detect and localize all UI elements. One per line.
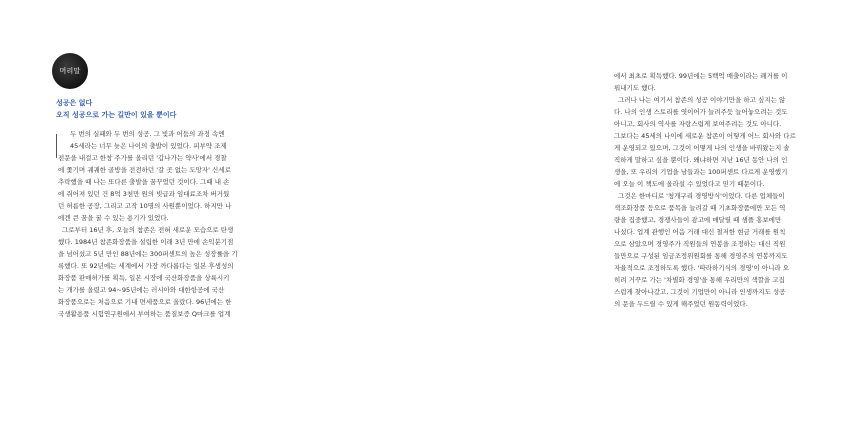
text-line: 다. 나의 인생 스토리를 엿이어가 늘려주듯 늘어놓으려는 것도 bbox=[614, 108, 788, 116]
text-line: 그보다는 45세의 나이에 새로운 참존이 어떻게 어느 회사와 다르 bbox=[614, 132, 796, 140]
text-line: 는 개가를 올렸고 94~95년에는 러시아와 대한항공에 국산 bbox=[58, 286, 225, 294]
text-line: 색조화장품 등으로 품목을 늘려갈 때 기초화장품에만 모든 역 bbox=[614, 204, 786, 212]
text-line: 생을, 또 우리의 기업을 남들과는 100퍼센트 다르게 운영했기 bbox=[614, 168, 788, 176]
text-line: 을 넘어섰고 5년 만인 88년에는 300퍼센트의 높은 성장률을 기 bbox=[58, 250, 238, 258]
text-line: 했다. 1984년 참존화장품을 설립한 이래 3년 만에 손익분기점 bbox=[58, 238, 234, 246]
subtitle-line: 성공은 없다 bbox=[56, 99, 93, 107]
text-line: 전문을 내걸고 한창 주가를 올리던 '갑나가는 약사'에서 경찰 bbox=[58, 154, 227, 162]
text-line: 에 쫓기며 궤궤한 골방을 전전하던 '갈 곳 없는 도망자' 신세로 bbox=[58, 166, 231, 174]
text-line: 에 오늘 이 책도에 올라설 수 있었다고 믿기 때문이다. bbox=[614, 180, 765, 188]
text-line: 직하게 말하고 싶을 뿐이다. 왜냐하면 지난 16년 동안 나의 인 bbox=[614, 156, 788, 164]
preface-badge bbox=[52, 53, 88, 89]
text-line: 에 쥐어져 있던 건 8억 3천만 원의 빚급과 임대료조차 버거웠 bbox=[58, 190, 230, 198]
preface-badge-label: 머리말 bbox=[59, 67, 81, 75]
preface-subtitle bbox=[56, 97, 276, 121]
text-line: 으로 삼았으며 경영주가 직원들의 연봉을 조정하는 대신 직원 bbox=[614, 240, 786, 248]
text-line: 추락했을 때 나는 또다른 출발을 꿈꾸었던 것이다. 그때 내 손 bbox=[58, 178, 230, 186]
left-page bbox=[0, 0, 300, 439]
text-line: 화장품으로는 처음으로 기내 면세품으로 올랐다. 96년에는 한 bbox=[58, 298, 232, 306]
text-line: 화장품 판매허가를 획득, 일본 시장에 국산화장품을 상륙시키 bbox=[58, 274, 230, 282]
text-line: 두 번의 실패와 두 번의 성공. 그 빛과 어둠의 과정 속엔 bbox=[70, 130, 225, 138]
text-line: 45세라는 너무 늦은 나이의 출발이 있었다. 피부약 조제 bbox=[70, 142, 227, 150]
text-line: 게 운영되고 있으며, 그것이 어떻게 나의 인생을 바꿔왔는지 솔 bbox=[614, 144, 790, 152]
text-line: 그로부터 16년 후, 오늘의 참존은 전혀 새로운 모습으로 탄생 bbox=[62, 226, 234, 234]
text-line: 들만으로 구성된 임금조정위원회를 통해 경영주의 연봉까지도 bbox=[614, 252, 788, 260]
text-line: 에겐 큰 꿈을 꿀 수 있는 용기가 있었다. bbox=[58, 214, 169, 222]
left-body-text bbox=[58, 128, 282, 320]
text-line: 뤄내기도 했다. bbox=[614, 84, 656, 92]
text-line: 그것은 한마디로 '청개구리 경영방식'이었다. 다른 업체들이 bbox=[618, 192, 785, 200]
text-line: 나섰다. 업계 관행인 어음 거래 대신 철저한 현금 거래를 원칙 bbox=[614, 228, 786, 236]
text-line: 히려 거꾸로 가는 '차별화 경영'을 통해 우리만의 색깔을 고집 bbox=[614, 276, 785, 284]
subtitle-line: 오직 성공으로 가는 길만이 있을 뿐이다 bbox=[56, 111, 177, 119]
text-line: 량을 집중했고, 경쟁사들이 광고에 매달릴 때 샘플 홍보에만 bbox=[614, 216, 782, 224]
right-body-text bbox=[614, 70, 854, 310]
text-line: 자율적으로 조정하도록 했다. '따라하기식의 경영'이 아니라 오 bbox=[614, 264, 790, 272]
text-line: 스럽게 찾아나갔고, 그것이 기업만이 아니라 인생까지도 성공 bbox=[614, 288, 786, 296]
text-line: 던 허름한 공장, 그리고 고작 10명의 사원뿐이었다. 하지만 나 bbox=[58, 202, 232, 210]
text-line: 에서 최초로 획득했다. 99년에는 5백억 매출이라는 쾌거를 이 bbox=[614, 72, 788, 80]
text-line: 의 문을 두드릴 수 있게 해주었던 원동력이었다. bbox=[614, 300, 748, 308]
text-line: 국생활용품 시험연구원에서 부여하는 품질보증 Q마크를 업계 bbox=[58, 310, 231, 318]
text-line: 록했다. 또 92년에는 세계에서 가장 까다롭다는 일본 후생성의 bbox=[58, 262, 234, 270]
right-page bbox=[300, 0, 796, 439]
text-line: 그러나 나는 여기서 참존의 성공 이야기만을 하고 싶지는 않 bbox=[618, 96, 786, 104]
text-line: 아니고, 회사의 역사를 자랑스럽게 보여주려는 것도 아니다. bbox=[614, 120, 782, 128]
